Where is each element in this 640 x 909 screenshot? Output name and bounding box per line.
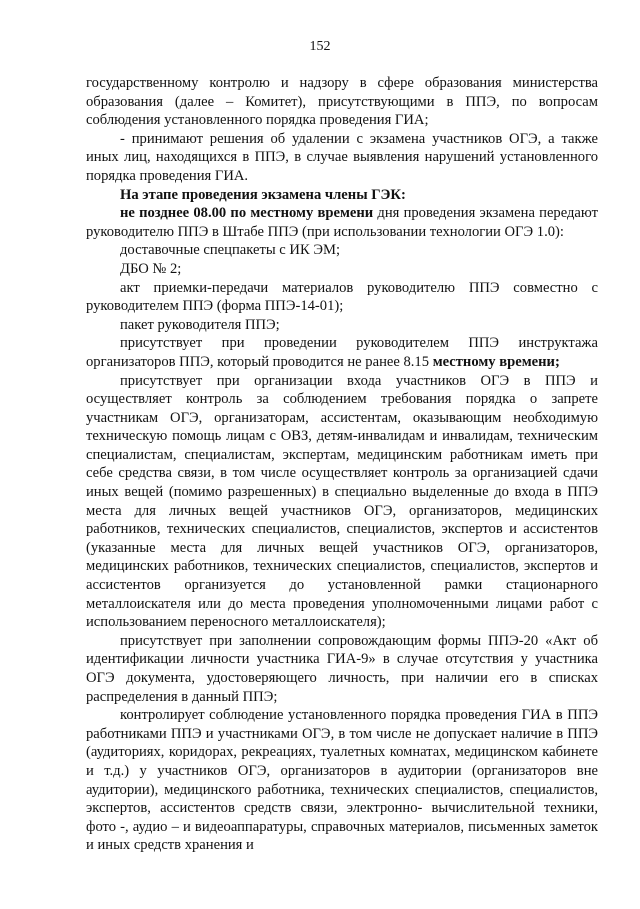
list-item-manager-package: пакет руководителя ППЭ; — [120, 316, 280, 333]
paragraph-briefing — [86, 334, 598, 371]
paragraph-entry-control: присутствует при организации входа участников ОГЭ в ППЭ и осуществляет контроль за соблюдением требования порядка о запрете участникам ОГЭ, организаторам, ассистентам, оказывающим необходимую техническую помощь лицам с ОВЗ, детям-инвалидам и инвалидам, техническим специалистам, специалистам, экспертам, медицинским работникам иметь при себе средства связи, в том числе осуществляет контроль за организацией сдачи иных вещей (помимо разрешенных) в специально выделенные до входа в ППЭ места для личных вещей участников ОГЭ, организаторов, медицинских работников, технических специалистов, специалистов, экспертов и ассистентов (указанные места для личных вещей участников ОГЭ, организаторов, медицинских работников, технических специалистов, специалистов, экспертов и ассистентов организуется до установленной рамки стационарного металлоискателя или до места проведения уполномоченными лицами работ с использованием переносного металлоискателя); — [86, 372, 598, 631]
list-item-special-packages: доставочные спецпакеты с ИК ЭМ; — [120, 242, 340, 259]
deadline-bold: не позднее 08.00 по местному времени — [120, 205, 374, 222]
briefing-text: присутствует при проведении руководителем ППЭ инструктажа организаторов ППЭ, который проводится не ранее 8.15 — [86, 335, 598, 370]
paragraph-compliance-control: контролирует соблюдение установленного порядка проведения ГИА в ППЭ работниками ППЭ и участниками ОГЭ, в том числе не допускает наличие в ППЭ (аудиториях, коридорах, рекреациях, туалетных комнатах, медицинском кабинете и т.д.) у участников ОГЭ, организаторов в аудитории (организаторов вне аудитории), медицинского работника, технических специалистов, специалистов, экспертов, ассистентов средств связи, электронно- вычислительной техники, фото -, аудио – и видеоаппаратуры, справочных материалов, письменных заметок и иных средств хранения и — [86, 707, 598, 854]
page-number: 152 — [309, 39, 331, 54]
deadline-text: дня проведения экзамена передают руководителю ППЭ в Штабе ППЭ (при использовании технологии ОГЭ 1.0): — [86, 205, 598, 240]
list-item-transfer-act: акт приемки-передачи материалов руководителю ППЭ совместно с руководителем ППЭ (форма ППЭ-14-01); — [86, 279, 598, 315]
list-item-dbo: ДБО № 2; — [120, 260, 182, 277]
section-heading-gek-duties: На этапе проведения экзамена члены ГЭК: — [120, 186, 406, 203]
paragraph-continuation: государственному контролю и надзору в сфере образования министерства образования (далее – Комитет), присутствующими в ППЭ, по вопросам соблюдения установленного порядка проведения ГИА; — [86, 75, 598, 129]
document-body — [86, 74, 598, 855]
briefing-bold: местному времени; — [432, 353, 560, 370]
paragraph-identification: присутствует при заполнении сопровождающим формы ППЭ-20 «Акт об идентификации личности участника ГИА-9» в случае отсутствия у участника ОГЭ документа, удостоверяющего личность, при наличии его в списках распределения в данный ППЭ; — [86, 632, 598, 705]
paragraph-deadline — [86, 204, 598, 241]
paragraph-removal-decisions: - принимают решения об удалении с экзамена участников ОГЭ, а также иных лиц, находящихся в ППЭ, в случае выявления нарушений установленного порядка проведения ГИА. — [86, 130, 598, 184]
